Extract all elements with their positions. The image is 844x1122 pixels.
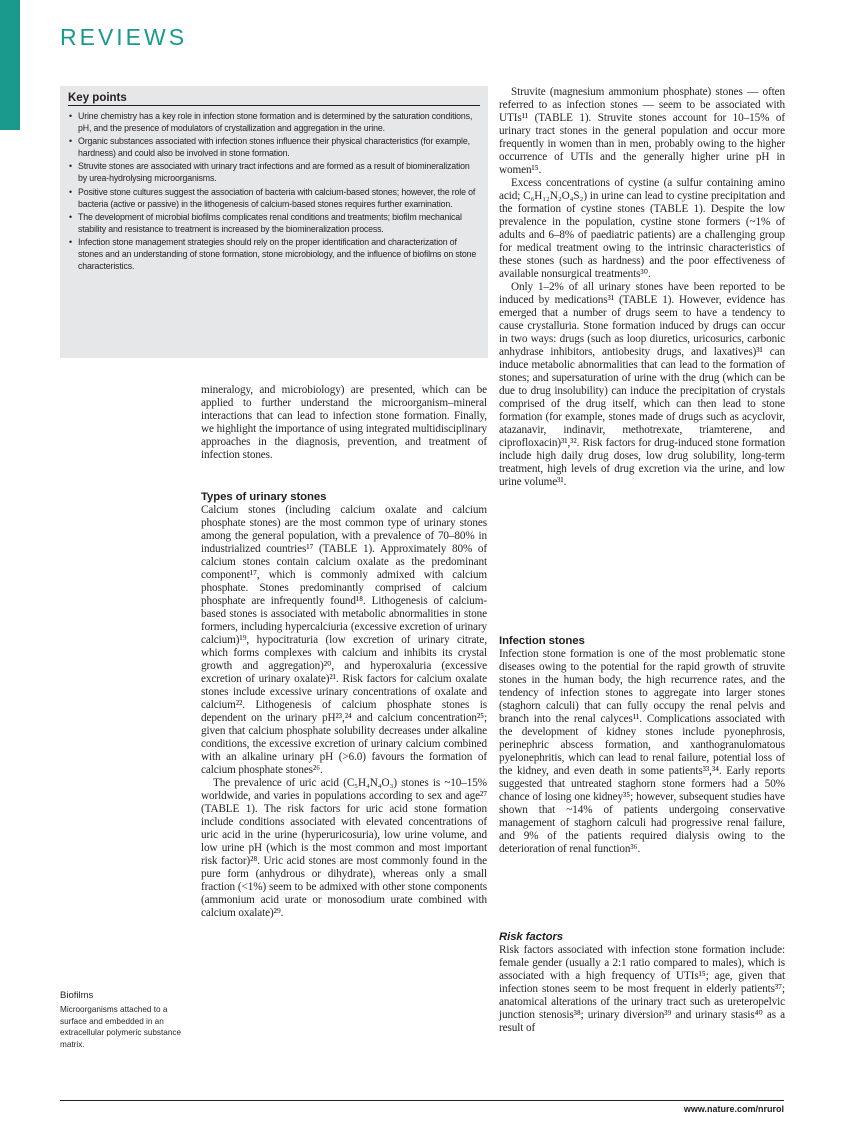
uric-acid-paragraph: The prevalence of uric acid (C₅H₄N₄O₃) stones is ~10–15% worldwide, and varies in populations according to sex and age²⁷ (TABLE 1). The risk factors for uric acid stone formation include conditions associated with elevated concentrations of uric acid in the urine (hyperuricosuria), low urine volume, and low urine pH (which is the most common and most important risk factor)²⁸. Uric acid stones are most commonly found in the pure form (anhydrous or dihydrate), whereas only a small fraction (<1%) seem to be admixed with other stone components (ammonium acid urate or monosodium urate combined with calcium oxalate)²⁹. [201, 777, 487, 919]
key-points-box [60, 86, 488, 358]
middle-column-intro [201, 384, 487, 462]
section-accent-bar [0, 0, 20, 130]
glossary-term: Biofilms [60, 990, 94, 1001]
footer-rule [60, 1100, 784, 1101]
middle-column-body [201, 490, 487, 920]
right-column-infection [499, 634, 785, 856]
drug-induced-paragraph: Only 1–2% of all urinary stones have been reported to be induced by medications³¹ (TABLE 1). However, evidence has emerged that a number of drugs seem to have a tendency to cause crystalluria. Stone formation induced by drugs can occur in two ways: drugs (such as loop diuretics, uricosurics, carbonic anhydrase inhibitors, antiobesity drugs, and laxatives)³¹ can induce metabolic abnormalities that can lead to the formation of stones; and supersaturation of urine with the drug (which can be due to drug insolubility) can induce the precipitation of crystals comprised of the drug itself, which can then lead to stone formation (for example, stones made of drugs such as acyclovir, atazanavir, indinavir, methotrexate, triamterene, and ciprofloxacin)³¹,³². Risk factors for drug-induced stone formation include high daily drug doses, low drug solubility, long-term treatment, high levels of drug excretion via the urine, and low urine volume³¹. [499, 281, 785, 488]
glossary-note [60, 990, 192, 1050]
cystine-paragraph: Excess concentrations of cystine (a sulfur containing amino acid; C₆H₁₂N₂O₄S₂) in urine can lead to cystine precipitation and the formation of cystine stones (TABLE 1). Despite the low prevalence in the population, cystine stone formers (~1% of adults and 6–8% of paediatric patients) are a challenging group for medical treatment owing to the intrinsic characteristics of these stones (such as hardness) and the poor effectiveness of available nonsurgical treatments³⁰. [499, 177, 785, 280]
key-point-item: • Positive stone cultures suggest the association of bacteria with calcium-based stones; however, the role of bacteria (active or passive) in the lithogenesis of calcium-based stones requires further examination. [68, 186, 480, 210]
types-heading: Types of urinary stones [201, 491, 327, 503]
intro-paragraph-end: mineralogy, and microbiology) are presented, which can be applied to further understand the microorganism–mineral interactions that can lead to infection stone formation. Finally, we highlight the importance of using integrated multidisciplinary approaches in the diagnosis, prevention, and treatment of infection stones. [201, 384, 487, 461]
journal-url: www.nature.com/nrurol [683, 1104, 784, 1114]
key-points-title: Key points [68, 92, 480, 106]
key-point-item: • The development of microbial biofilms complicates renal conditions and treatments; biofilm mechanical stability and resistance to treatment is increased by the biomineralization process. [68, 211, 480, 235]
key-point-item: • Struvite stones are associated with urinary tract infections and are formed as a result of biomineralization by urea-hydrolysing microorganisms. [68, 160, 480, 184]
risk-factors-heading: Risk factors [499, 931, 564, 943]
section-label: REVIEWS [60, 24, 188, 50]
right-column-risk [499, 930, 785, 1035]
key-point-item: • Infection stone management strategies should rely on the proper identification and characterization of stones and an understanding of stone formation, stone microbiology, and the influence of biofilms on stone characteristics. [68, 236, 480, 272]
struvite-paragraph: Struvite (magnesium ammonium phosphate) stones — often referred to as infection stones — seem to be associated with UTIs¹¹ (TABLE 1). Struvite stones account for 10–15% of urinary tract stones in the general population and occur more frequently in women than in men, probably owing to the higher occurrence of UTIs and the generally higher urine pH in women¹⁵. [499, 86, 785, 176]
calcium-stones-paragraph: Calcium stones (including calcium oxalate and calcium phosphate stones) are the most common type of urinary stones among the general population, with a prevalence of 70–80% in industrialized countries¹⁷ (TABLE 1). Approximately 80% of calcium stones contain calcium oxalate as the predominant component¹⁷, which is commonly admixed with calcium phosphate. Stones predominantly comprised of calcium phosphate are infrequently found¹⁸. Lithogenesis of calcium-based stones is associated with metabolic abnormalities in stone formers, including hypercalciuria (excessive excretion of urinary calcium)¹⁹, hypocitraturia (low excretion of urinary citrate, which forms complexes with calcium and inhibits its crystal growth and aggregation)²⁰, and hyperoxaluria (excessive excretion of urinary oxalate)²¹. Risk factors for calcium oxalate stones include excessive urinary concentrations of oxalate and calcium²². Lithogenesis of calcium phosphate stones is dependent on the urinary pH²³,²⁴ and calcium concentration²⁵; given that calcium phosphate solubility decreases under alkaline conditions, the excessive excretion of urinary calcium combined with an alkaline urinary pH (>6.0) favours the formation of calcium phosphate stones²⁶. [201, 504, 487, 776]
glossary-definition: Microorganisms attached to a surface and embedded in an extracellular polymeric substance matrix. [60, 1005, 182, 1049]
infection-stones-heading: Infection stones [499, 635, 585, 647]
key-point-item: • Organic substances associated with infection stones influence their physical characteristics (for example, hardness) and could also be involved in stone formation. [68, 135, 480, 159]
risk-factors-paragraph: Risk factors associated with infection stone formation include: female gender (usually a 2:1 ratio compared to males), which is associated with a high frequency of UTIs¹⁵; age, given that infection stones seem to be most frequent in elderly patients³⁷; anatomical alterations of the urinary tract such as ureteropelvic junction stenosis³⁸; urinary diversion³⁹ and urinary stasis⁴⁰ as a result of [499, 944, 785, 1034]
right-column-top [499, 86, 785, 489]
key-points-list [68, 110, 480, 272]
key-point-item: • Urine chemistry has a key role in infection stone formation and is determined by the saturation conditions, pH, and the presence of modulators of crystallization and aggregation in the urine. [68, 110, 480, 134]
infection-stones-paragraph: Infection stone formation is one of the most problematic stone diseases owing to the potential for the rapid growth of struvite stones in the human body, the high recurrence rates, and the tendency of infection stones to aggregate into larger stones (staghorn calculi) that can fully occupy the renal pelvis and branch into the renal calyces¹¹. Complications associated with the development of kidney stones include pyonephrosis, perinephric abscess formation, and xanthogranulomatous pyelonephritis, which can lead to renal failure, potential loss of the kidney, and even death in some patients³³,³⁴. Early reports suggested that untreated staghorn stone formers had a 50% chance of losing one kidney³⁵; however, subsequent studies have shown that ~14% of patients undergoing conservative management of staghorn calculi had progressive renal failure, and 9% of the patients required dialysis owing to the deterioration of renal function³⁶. [499, 648, 785, 855]
